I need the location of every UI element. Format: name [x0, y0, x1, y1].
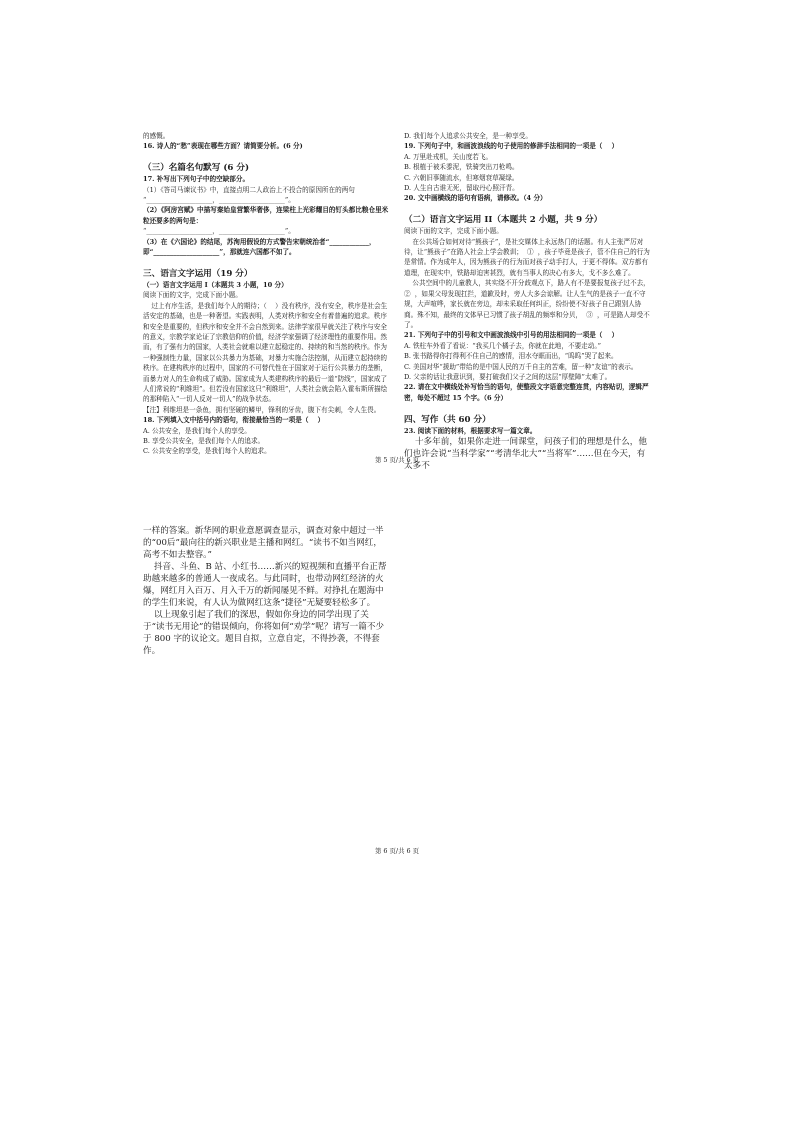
page5-left-column — [143, 131, 389, 457]
text-line: C. 六朝旧事随流水，但寒烟衰草凝绿。 — [404, 173, 519, 182]
text-line: A. 铁柱车外看了看说：“我买几个橘子去，你就在此地，不要走动。” — [404, 341, 602, 350]
text-line: D. 我们每个人追求公共安全，是一种享受。 — [404, 132, 532, 140]
text-line: 【注】利维坦是一条鱼，拥有坚硬的鳞甲，锋利的牙齿，腹下有尖刺，令人生畏。 — [143, 405, 381, 414]
text-line: 在公共场合如何对待“熊孩子”，是社交媒体上永远热门的话题。有人主张严厉对待，让“熊孩子”在路人社会上学会教训； ① ，孩子毕竟是孩子，管不住自己的行为是常情。作为成年人，因为熊孩子的行为而对孩子动手打人，于更不得体。双方都有道理，在现实中，铁路却迫害甚烈，就有当事人的决心有多大，戈不多么难了。 — [404, 237, 650, 277]
text-line: 20. 文中画横线的语句有语病，请修改。（4 分） — [404, 194, 547, 203]
text-line — [404, 403, 652, 413]
text-line: D. 人生自古谁无死，留取丹心照汗青。 — [404, 184, 519, 193]
page6-column — [143, 525, 389, 657]
text-line: B. 根植于被禾黍泥，铁骑突出刀枪鸣。 — [404, 163, 519, 172]
text-line: B. 张书路得你打得利不住自己的感情，泪水夺眶而出，“呜呜”哭了起来。 — [404, 352, 618, 361]
text-line: （三）名篇名句默写 (6 分) — [143, 163, 250, 174]
page5-footer: 第 5 页/共 6 页 — [375, 456, 419, 464]
text-line: A. 万里赴戎机，关山度若飞。 — [404, 152, 493, 161]
text-line: C. 美国对华“援助”带给的是中国人民的万千自主的苦难，留一种“友谊”的表示。 — [404, 362, 638, 371]
text-line: A. 公共安全，是我们每个人的享受。 — [143, 426, 251, 435]
text-line: 19. 下列句子中，和画波浪线的句子使用的修辞手法相同的一项是（ ） — [404, 142, 619, 151]
text-line: 23. 阅读下面的材料，根据要求写一篇文章。 — [404, 426, 537, 435]
text-line: 四、写作（共 60 分） — [404, 414, 491, 425]
text-line: 阅读下面的文字，完成下面小题。 — [143, 291, 242, 300]
page5-right-column — [404, 131, 652, 472]
text-line: 一样的答案。新华网的职业意愿调查显示，调查对象中超过一半的“00后”最向往的新兴职业是主播和网红。“读书不如当网红，高考不如去整容。” — [143, 526, 384, 560]
text-line: 抖音、斗鱼、B 站、小红书……新兴的短视频和直播平台正帮助越来越多的普通人一夜成名。与此同时，也带动网红经济的火爆，网红月入百万、月入千万的新闻屡见不鲜。对挣扎在题海中的学生们来说，有人认为做网红这条“捷径”无疑要轻松多了。 — [143, 562, 387, 608]
text-line: B. 享受公共安全，是我们每个人的追求。 — [143, 436, 265, 445]
text-line: （2）《阿房宫赋》中描写秦始皇营繁华奢侈，连梁柱上光彩耀目的钉头都比粮仓里米粒还要多的两句是： — [143, 206, 389, 225]
text-line: “____________________，____________________”。 — [143, 227, 295, 236]
text-line: 十多年前，如果你走进一间课堂，问孩子们的理想是什么，他们也许会说“当科学家”“考清华北大”“当将军”……但在今天，有太多不 — [404, 436, 647, 471]
text-line: （3）在《六国论》的结尾，苏洵用假设的方式警告宋朝统治者“____________，即“____________________”，那就连六国都不如了。 — [143, 237, 376, 257]
text-line: 公共空间中的儿童教人，其实绕不开分歧观点下，路人有不是要报复孩子过不去， ② ，如果父母发现扛拦，道歉及时，旁人大多会谅解。让人生气的是孩子一直不守规，大声喧哗，家长就在旁边，却未采取任何纠正，纷纷使不好孩子自己跟别人协商。殊不知，最终的文体早已习惯了孩子胡乱的频率和分贝， ③ ，可是路人却受不了。 — [404, 279, 654, 329]
text-line: （1）《答司马谏议书》中，直接点明二人政治上不投合的原因所在的两句 — [143, 185, 355, 194]
text-line — [404, 204, 652, 214]
text-line — [143, 257, 389, 267]
text-line: 的感慨。 — [143, 132, 170, 140]
text-line: D. 父亲的话让我意识到，要打破我们父子之间的这层“厚壁障”太难了。 — [404, 372, 612, 381]
text-line: 以上现象引起了我们的深思，假如你身边的同学出现了关于“读书无用论”的错误倾向，你将如何“劝学”呢？请写一篇不少于 800 字的议论文。题目自拟，立意自定，不得抄袭，不得套作。 — [143, 610, 385, 656]
text-line: 三、语言文字运用（19 分） — [143, 268, 253, 279]
text-line: 22. 请在文中横线处补写恰当的语句，使整段文字语意完整连贯，内容贴切，逻辑严密，每处不超过 15 个字。（6 分） — [404, 383, 649, 402]
text-line: 17. 补写出下列句子中的空缺部分。 — [143, 175, 250, 184]
text-line — [143, 152, 389, 162]
page6-footer: 第 6 页/共 6 页 — [375, 847, 419, 855]
text-line: 阅读下面的文字，完成下面小题。 — [404, 227, 503, 236]
text-line: “____________________，____________________”。 — [143, 196, 295, 205]
text-line: 18. 下列填入文中括号内的语句，衔接最恰当的一项是（ ） — [143, 416, 325, 425]
text-line: 过上有序生活，是我们每个人的期待；（ ）没有秩序，没有安全，秩序是社会生活安定的基础，也是一种奢望。实践表明，人类对秩序和安全有着普遍的追求。秩序和安全是重要的，但秩序和安全并不会自然到来。法律学家很早就关注了秩序与安全的意义，宗教学家论证了宗教信仰的价值，经济学家强调了经济理性的重要作用。然而，有了强有力的国家，人类社会就难以建立起稳定的、持续的和当然的秩序。作为一种强制性力量，国家以公共暴力为基础，对暴力实施合法控制，从而建立起持续的秩序。在建构秩序的过程中，国家的不可替代性在于国家对于运行公共暴力的垄断，而暴力对人的生命构成了威胁。国家成为人类建构秩序的最后一道“防线”，国家成了人们常说的“利维坦”。但若没有国家这只“利维坦”，人类社会就会陷入霍布斯所描绘的那种陷入“一切人反对一切人”的战争状态。 — [143, 301, 388, 404]
text-line: C. 公共安全的享受，是我们每个人的追求。 — [143, 447, 271, 456]
text-line: （一）语言文字运用 I（本题共 3 小题，10 分） — [143, 280, 288, 289]
text-line: 21. 下列句子中的引号和文中画波浪线中引号的用法相同的一项是（ ） — [404, 331, 619, 340]
text-line: （二）语言文字运用 II（本题共 2 小题，共 9 分） — [404, 215, 603, 226]
text-line: 16. 诗人的“愁”表现在哪些方面？请简要分析。(6 分) — [143, 142, 303, 151]
